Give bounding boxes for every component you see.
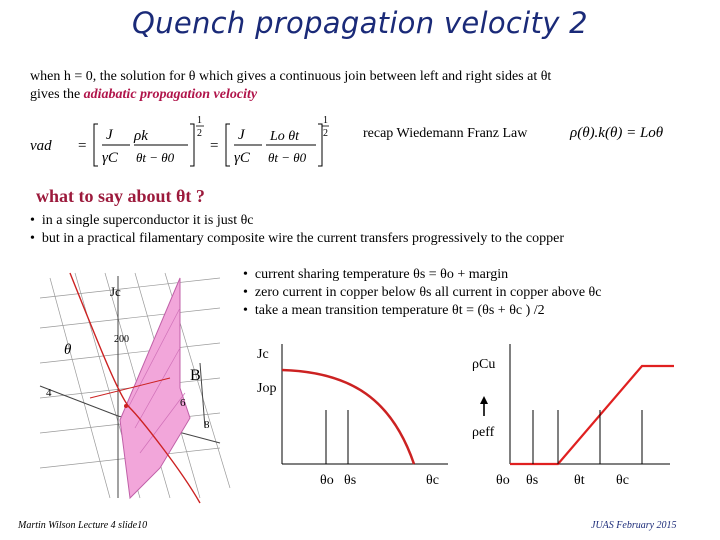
rho-eff-line	[510, 366, 674, 464]
formula-j-2: J	[238, 127, 245, 143]
bullet-item-1: • in a single superconductor it is just θc	[30, 213, 254, 228]
intro-text	[30, 68, 710, 104]
formula-num-2: Lo θt	[270, 129, 300, 144]
formula-rho-k: ρk	[134, 128, 148, 144]
bracket-2-left	[226, 124, 230, 166]
rho-cu-label: ρCu	[472, 357, 496, 372]
formula-denom-1: θt − θ0	[136, 150, 175, 165]
surface-8-label: 8	[204, 419, 210, 431]
svg-text:=: =	[78, 138, 87, 154]
resistivity-temperature-plot	[470, 340, 680, 500]
vad-symbol: vad	[30, 138, 52, 154]
rho-eff-arrowhead	[480, 396, 488, 404]
question-heading: what to say about θt ?	[36, 186, 205, 206]
bracket-2-right	[318, 124, 322, 166]
adiabatic-velocity-emphasis: adiabatic propagation velocity	[83, 87, 258, 102]
surface-6-label: 6	[180, 397, 186, 409]
velocity-formula	[30, 110, 330, 176]
jc-x-label-theta-c: θc	[426, 473, 439, 488]
rho-x-label-theta-o: θo	[496, 473, 510, 488]
intro-line-2-prefix: gives the	[30, 87, 84, 102]
critical-surface-figure	[30, 268, 238, 508]
exp-1-den: 2	[197, 128, 202, 139]
jop-axis-label: Jop	[257, 381, 277, 396]
operating-point	[124, 404, 128, 408]
recap-label: recap Wiedemann Franz Law	[363, 126, 528, 141]
intro-line-1: when h = 0, the solution for θ which gives a continuous join between left and right sides at θt	[30, 69, 552, 84]
bracket-1-right	[190, 124, 194, 166]
rho-x-label-theta-c: θc	[616, 473, 629, 488]
sub-bullet-list	[243, 266, 601, 320]
formula-gammac-1: γC	[102, 150, 118, 166]
formula-j-1: J	[106, 127, 113, 143]
surface-jc-label: Jc	[110, 284, 121, 299]
surface-theta-label: θ	[64, 342, 72, 358]
rho-x-label-theta-t: θt	[574, 473, 585, 488]
jc-x-label-theta-o: θo	[320, 473, 334, 488]
rho-x-label-theta-s: θs	[526, 473, 539, 488]
jc-axis-label: Jc	[257, 347, 269, 362]
surface-b-label: B	[190, 367, 201, 384]
surface-200-label: 200	[114, 334, 129, 345]
footer-lecture-info: Martin Wilson Lecture 4 slide10	[18, 520, 148, 531]
intro-line-2	[30, 86, 710, 104]
rho-eff-label: ρeff	[472, 425, 495, 440]
sub-bullet-item-2: • zero current in copper below θs all current in copper above θc	[243, 285, 602, 300]
exp-1-num: 1	[197, 115, 202, 126]
wiedemann-franz-law: ρ(θ).k(θ) = Loθ	[570, 125, 664, 141]
main-bullet-list	[30, 212, 564, 248]
sub-bullet-item-3: • take a mean transition temperature θt = (θs + θc ) /2	[243, 303, 545, 318]
formula-denom-2: θt − θ0	[268, 150, 307, 165]
bracket-1-left	[94, 124, 98, 166]
exp-2-den: 2	[323, 128, 328, 139]
exp-2-num: 1	[323, 115, 328, 126]
surface-4-label: 4	[46, 387, 52, 399]
jc-x-label-theta-s: θs	[344, 473, 357, 488]
slide-title: Quench propagation velocity 2	[132, 6, 588, 40]
formula-gammac-2: γC	[234, 150, 250, 166]
svg-text:=: =	[210, 138, 219, 154]
bullet-item-2: • but in a practical filamentary composite wire the current transfers progressively to the copper	[30, 231, 564, 246]
jc-temperature-plot	[252, 340, 452, 500]
footer-date: JUAS February 2015	[591, 520, 677, 531]
sub-bullet-item-1: • current sharing temperature θs = θo + margin	[243, 267, 509, 282]
